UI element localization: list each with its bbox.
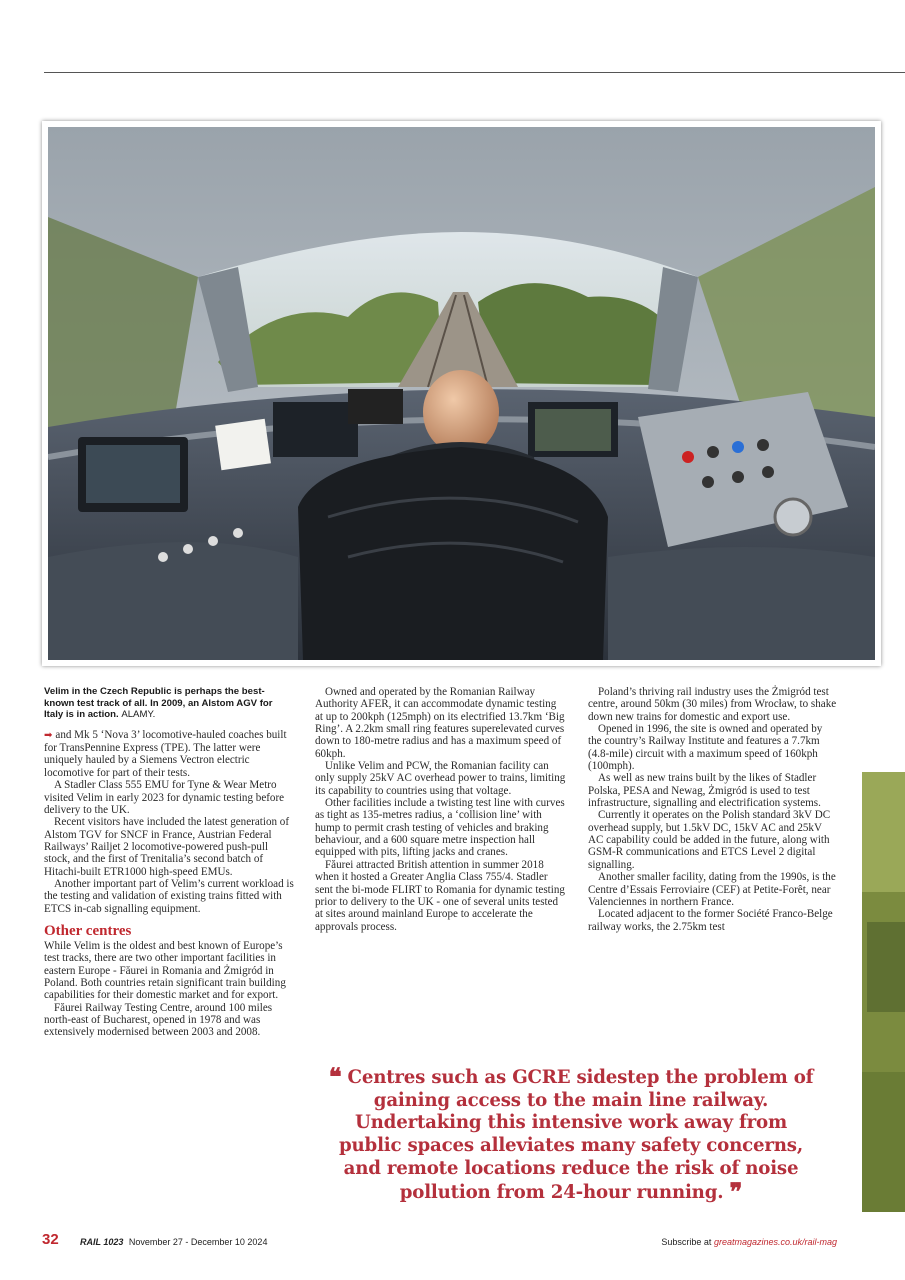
magazine-issue xyxy=(80,1237,267,1247)
paragraph: While Velim is the oldest and best known of Europe’s test tracks, there are two other important facilities in eastern Europe - Făurei in Romania and Żmigród in Poland. Both countries retain significant train building capabilities for their domestic market and for export. xyxy=(44,939,286,1002)
paragraph: Poland’s thriving rail industry uses the Żmigród test centre, around 50km (30 miles) from Wrocław, to shake down new trains for domestic and export use. xyxy=(588,686,837,723)
section-heading: Other centres xyxy=(44,922,132,939)
paragraph: Another smaller facility, dating from the 1990s, is the Centre d’Essais Ferroviaire (CEF) at Petite-Forêt, near Valenciennes in northern France. xyxy=(588,871,836,908)
subscribe-line xyxy=(661,1237,837,1247)
photo-caption xyxy=(44,686,294,721)
paragraph: Another important part of Velim’s current workload is the testing and validation of existing trains fitted with ETCS in-cab signalling equipment. xyxy=(44,877,294,915)
paragraph: Făurei Railway Testing Centre, around 100 miles north-east of Bucharest, opened in 1978 and was extensively modernised between 2003 and 2008. xyxy=(44,1001,273,1039)
pull-quote xyxy=(322,1062,820,1206)
paragraph: Făurei attracted British attention in summer 2018 when it hosted a Greater Anglia Class 755/4. Stadler sent the bi-mode FLIRT to Romania for dynamic testing prior to delivery to the UK - one of several units tested at sites around mainland Europe to accelerate the approvals process. xyxy=(315,858,565,933)
paragraph xyxy=(44,729,294,779)
subscribe-label: Subscribe at xyxy=(661,1237,712,1247)
pull-quote-text: Centres such as GCRE sidestep the problem of gaining access to the main line railway. Undertaking this intensive work away from public spaces alleviates many safety concerns, and remote locations reduce the risk of noise pollution from 24-hour running. xyxy=(339,1067,814,1203)
paragraph: Unlike Velim and PCW, the Romanian facility can only supply 25kV AC overhead power to trains, limiting its capability to countries using that voltage. xyxy=(315,760,566,797)
photo-frame xyxy=(42,121,881,666)
magazine-name: RAIL 1023 xyxy=(80,1237,124,1247)
paragraph: Opened in 1996, the site is owned and operated by the country’s Railway Institute and features a 7.7km (4.8-mile) circuit with a maximum speed of 160kph (100mph). xyxy=(588,723,823,773)
text-column-3 xyxy=(588,686,838,933)
page-number: 32 xyxy=(42,1231,59,1248)
subscribe-link[interactable]: greatmagazines.co.uk/rail-mag xyxy=(713,1237,837,1247)
top-rule xyxy=(44,72,905,73)
paragraph: A Stadler Class 555 EMU for Tyne & Wear Metro visited Velim in early 2023 for dynamic testing before delivery to the UK. xyxy=(44,779,285,816)
issue-date: November 27 - December 10 2024 xyxy=(128,1237,268,1247)
cab-photo xyxy=(48,127,875,660)
text-column-2 xyxy=(315,686,567,933)
paragraph: Other facilities include a twisting test line with curves as tight as 135-metres radius, a ‘collision line’ with hump to permit crash testing of vehicles and braking behaviour, and a 600 square metre inspection hall equipped with pits, lifting jacks and cranes. xyxy=(315,797,565,859)
close-quote-icon: ❞ xyxy=(729,1176,743,1206)
paragraph: As well as new trains built by the likes of Stadler Polska, PESA and Newag, Żmigród is used to test infrastructure, signalling and electrification systems. xyxy=(588,772,821,810)
paragraph: Recent visitors have included the latest generation of Alstom TGV for SNCF in France, Austrian Federal Railways’ Railjet 2 locomotive-powered push-pull stock, and the first of Trenitalia’s second batch of Hitachi-built ETR1000 high-speed EMUs. xyxy=(44,816,290,878)
photo-credit: ALAMY. xyxy=(121,709,156,721)
paragraph-text: and Mk 5 ‘Nova 3’ locomotive-hauled coaches built for TransPennine Express (TPE). The latter were uniquely hauled by a Siemens Vectron electric locomotive for part of their tests. xyxy=(44,728,287,779)
adjacent-page-photo-strip xyxy=(862,772,905,1212)
paragraph: Owned and operated by the Romanian Railway Authority AFER, it can accommodate dynamic testing at up to 200kph (125mph) on its electrified 13.7km ‘Big Ring’. A 2.2km small ring features superelevated curves down to 180-metre radius and has a maximum speed of 60kph. xyxy=(315,686,565,760)
caption-text: Velim in the Czech Republic is perhaps the best-known test track of all. In 2009, an Alstom AGV for Italy is in action. xyxy=(44,686,273,721)
paragraph: Currently it operates on the Polish standard 3kV DC overhead supply, but 1.5kV DC, 15kV AC and 25kV AC capability could be added in the future, along with GSM-R communications and ETCS Level 2 digital signalling. xyxy=(588,809,831,871)
text-column-1 xyxy=(44,686,294,1039)
continuation-arrow-icon: ➡ xyxy=(44,729,53,741)
open-quote-icon: ❝ xyxy=(328,1062,342,1091)
paragraph: Located adjacent to the former Société Franco-Belge railway works, the 2.75km test xyxy=(588,908,833,933)
train-cab-photo-icon xyxy=(48,127,875,660)
